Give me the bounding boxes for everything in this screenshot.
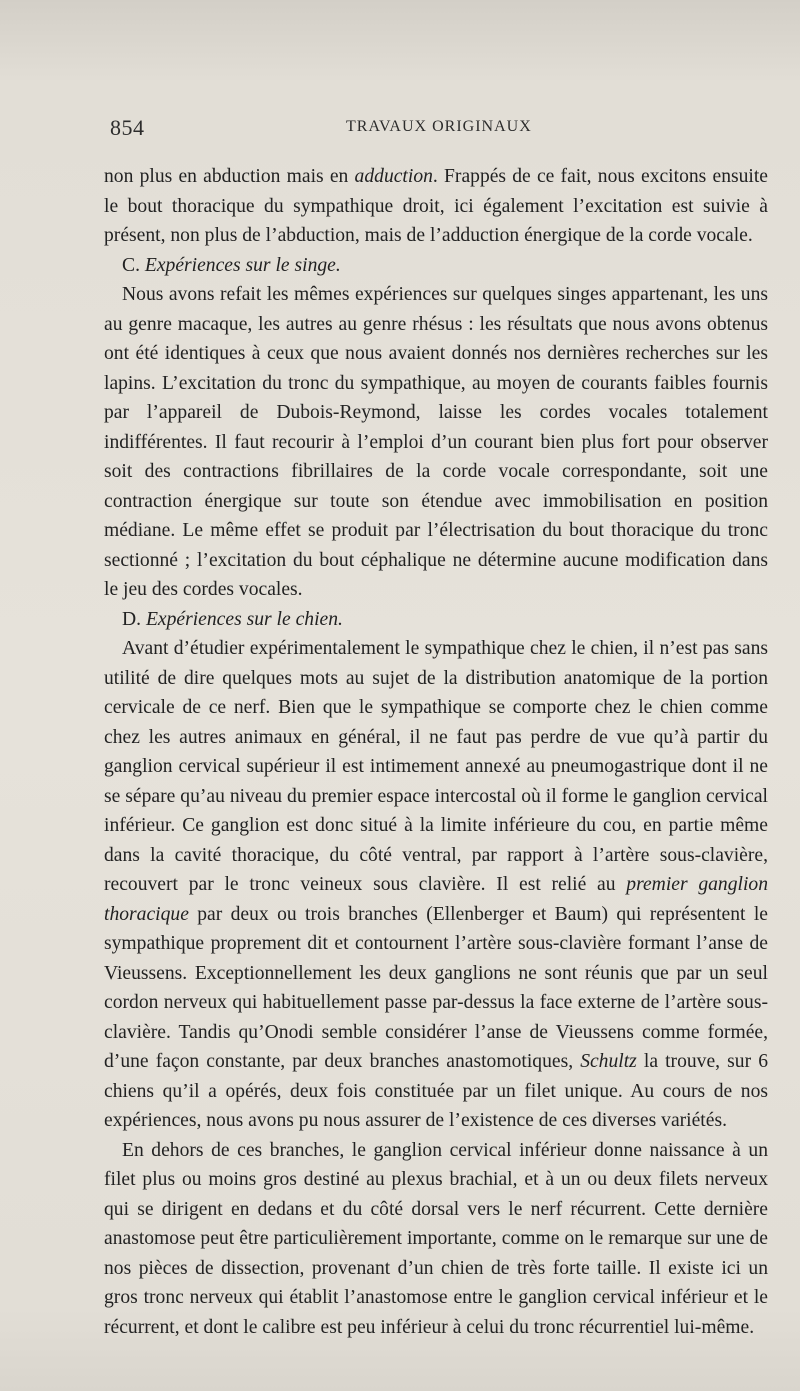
paragraph: Nous avons refait les mêmes expériences sur quelques singes appartenant, les uns au genre macaque, les autres au genre rhésus : les résultats que nous avons obtenus ont été identiques à ceux que nous avaient donnés nos dernières recherches sur les lapins. L’excitation du tronc du sympathique, au moyen de courants faibles fournis par l’appareil de Dubois-Reymond, laisse les cordes vocales totalement indifférentes. Il faut recourir à l’emploi d’un courant bien plus fort pour observer soit des contractions fibrillaires de la corde vocale correspondante, soit une contraction énergique sur toute son étendue avec immobilisation en position médiane. Le même effet se produit par l’électrisation du bout thoracique du tronc sectionné ; l’excitation du bout céphalique ne détermine aucune modification dans le jeu des cordes vocales.	[104, 284, 768, 600]
section-letter: D.	[122, 608, 146, 630]
text-run: la trouve, sur 6 chiens qu’il a opérés, deux fois constituée par un filet unique. Au cours de nos expériences, nous avons pu nous assurer de l’existence de ces diverses variétés.	[104, 1051, 768, 1131]
page-number: 854	[110, 115, 145, 140]
section-heading-d	[104, 605, 768, 635]
text-run: non plus en abduction mais en	[104, 166, 355, 187]
running-title: TRAVAUX ORIGINAUX	[346, 118, 532, 135]
section-title: Expériences sur le singe.	[144, 254, 341, 276]
section-letter: C.	[122, 254, 145, 276]
paragraph	[104, 162, 768, 251]
section-title: Expériences sur le chien.	[145, 608, 343, 630]
italic-term: premier ganglion thoracique	[104, 874, 768, 925]
italic-term: adduction	[354, 166, 433, 187]
text-run: . Frappés de ce fait, nous excitons ensuite le bout thoracique du sympathique droit, ici également l’excitation est suivie à présent, non plus de l’abduction, mais de l’adduction énergique de la corde vocale.	[104, 166, 768, 246]
section-heading-c	[104, 251, 768, 281]
italic-author: Schultz	[580, 1051, 637, 1072]
text-run: Avant d’étudier expérimentalement le sympathique chez le chien, il n’est pas sans utilité de dire quelques mots au sujet de la distribution anatomique de la portion cervicale de ce nerf. Bien que le sympathique se comporte chez le chien comme chez les autres animaux en général, il ne faut pas perdre de vue qu’à partir du ganglion cervical supérieur il est intimement annexé au pneumogastrique dont il ne se sépare qu’au niveau du premier espace intercostal où il forme le ganglion cervical inférieur. Ce ganglion est donc situé à la limite inférieure du cou, en partie même dans la cavité thoracique, du côté ventral, par rapport à l’artère sous-clavière, recouvert par le tronc veineux sous clavière. Il est relié au	[104, 638, 768, 895]
body-text	[104, 162, 768, 1342]
paragraph: En dehors de ces branches, le ganglion cervical inférieur donne naissance à un filet plus ou moins gros destiné au plexus brachial, et à un ou deux filets nerveux qui se dirigent en dedans et du côté dorsal vers le nerf récurrent. Cette dernière anastomose peut être particulièrement importante, comme on le remarque sur une de nos pièces de dissection, provenant d’un chien de très forte taille. Il existe ici un gros tronc nerveux qui établit l’anastomose entre le ganglion cervical inférieur et le récurrent, et dont le calibre est peu inférieur à celui du tronc récurrentiel lui-même.	[104, 1139, 768, 1338]
running-header	[110, 115, 770, 145]
text-run: par deux ou trois branches (Ellenberger et Baum) qui représentent le sympathique proprement dit et contournent l’artère sous-clavière formant l’anse de Vieussens. Exceptionnellement les deux ganglions ne sont réunis que par un seul cordon nerveux qui habituellement passe par-dessus la face externe de l’artère sous-clavière. Tandis qu’Onodi semble considérer l’anse de Vieussens comme formée, d’une façon constante, par deux branches anastomotiques,	[104, 903, 768, 1072]
paragraph	[104, 634, 768, 1136]
